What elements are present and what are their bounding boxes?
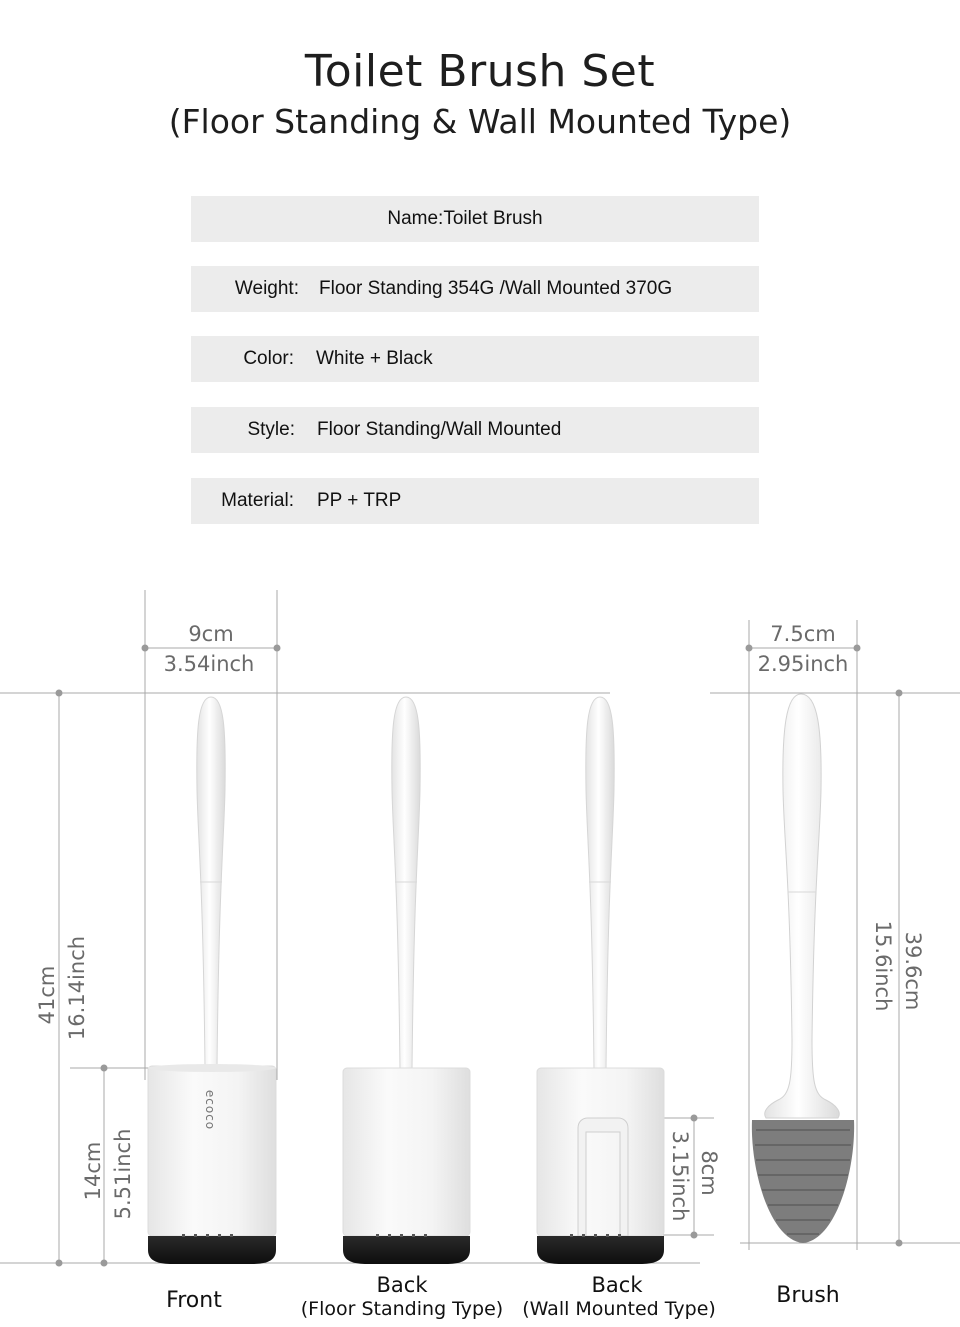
spec-value: White + Black — [316, 348, 433, 369]
brush-height-inch-label: 15.6inch — [871, 920, 895, 1012]
caption-back-wall-sub: (Wall Mounted Type) — [522, 1298, 716, 1320]
spec-value: PP + TRP — [317, 490, 402, 511]
brush-height-cm-label: 39.6cm — [901, 931, 925, 1011]
page-title: Toilet Brush Set — [304, 46, 656, 97]
front-view — [148, 697, 276, 1264]
hook-height-cm-label: 8cm — [697, 1150, 721, 1196]
back-wall-view — [537, 697, 664, 1264]
caption-back-floor: Back — [376, 1273, 428, 1297]
brand-logo: ecoco — [203, 1089, 217, 1131]
back-floor-view — [343, 697, 470, 1264]
brush-bristle-head — [752, 1120, 854, 1243]
brush-handle — [765, 694, 840, 1118]
brush-view — [752, 694, 854, 1243]
back-wall-holder-body — [537, 1068, 664, 1236]
base-height-inch-label: 5.51inch — [111, 1128, 135, 1220]
spec-label: Color: — [243, 348, 294, 369]
front-base — [148, 1236, 276, 1264]
holder-width-cm-label: 9cm — [188, 622, 234, 646]
spec-name-text: Name:Toilet Brush — [387, 208, 543, 229]
total-height-cm-label: 41cm — [35, 965, 59, 1025]
total-height-inch-label: 16.14inch — [65, 935, 89, 1041]
base-height-cm-label: 14cm — [81, 1141, 105, 1201]
back-floor-holder-body — [343, 1068, 470, 1236]
caption-back-wall: Back — [591, 1273, 643, 1297]
spec-label: Material: — [221, 490, 294, 511]
spec-label: Weight: — [234, 278, 299, 299]
brush-width-cm-label: 7.5cm — [770, 622, 836, 646]
holder-width-inch-label: 3.54inch — [163, 652, 255, 676]
back-wall-base — [537, 1236, 664, 1264]
back-wall-handle — [586, 697, 614, 1070]
back-floor-base — [343, 1236, 470, 1264]
caption-brush: Brush — [776, 1283, 840, 1308]
brush-width-inch-label: 2.95inch — [757, 652, 849, 676]
spec-label: Style: — [247, 419, 295, 440]
spec-value: Floor Standing/Wall Mounted — [317, 419, 562, 440]
page-subtitle: (Floor Standing & Wall Mounted Type) — [168, 102, 792, 141]
back-floor-handle — [392, 697, 420, 1070]
caption-front: Front — [166, 1288, 222, 1313]
spec-value: Floor Standing 354G /Wall Mounted 370G — [319, 278, 673, 299]
caption-back-floor-sub: (Floor Standing Type) — [300, 1298, 504, 1320]
hook-height-inch-label: 3.15inch — [668, 1130, 692, 1222]
